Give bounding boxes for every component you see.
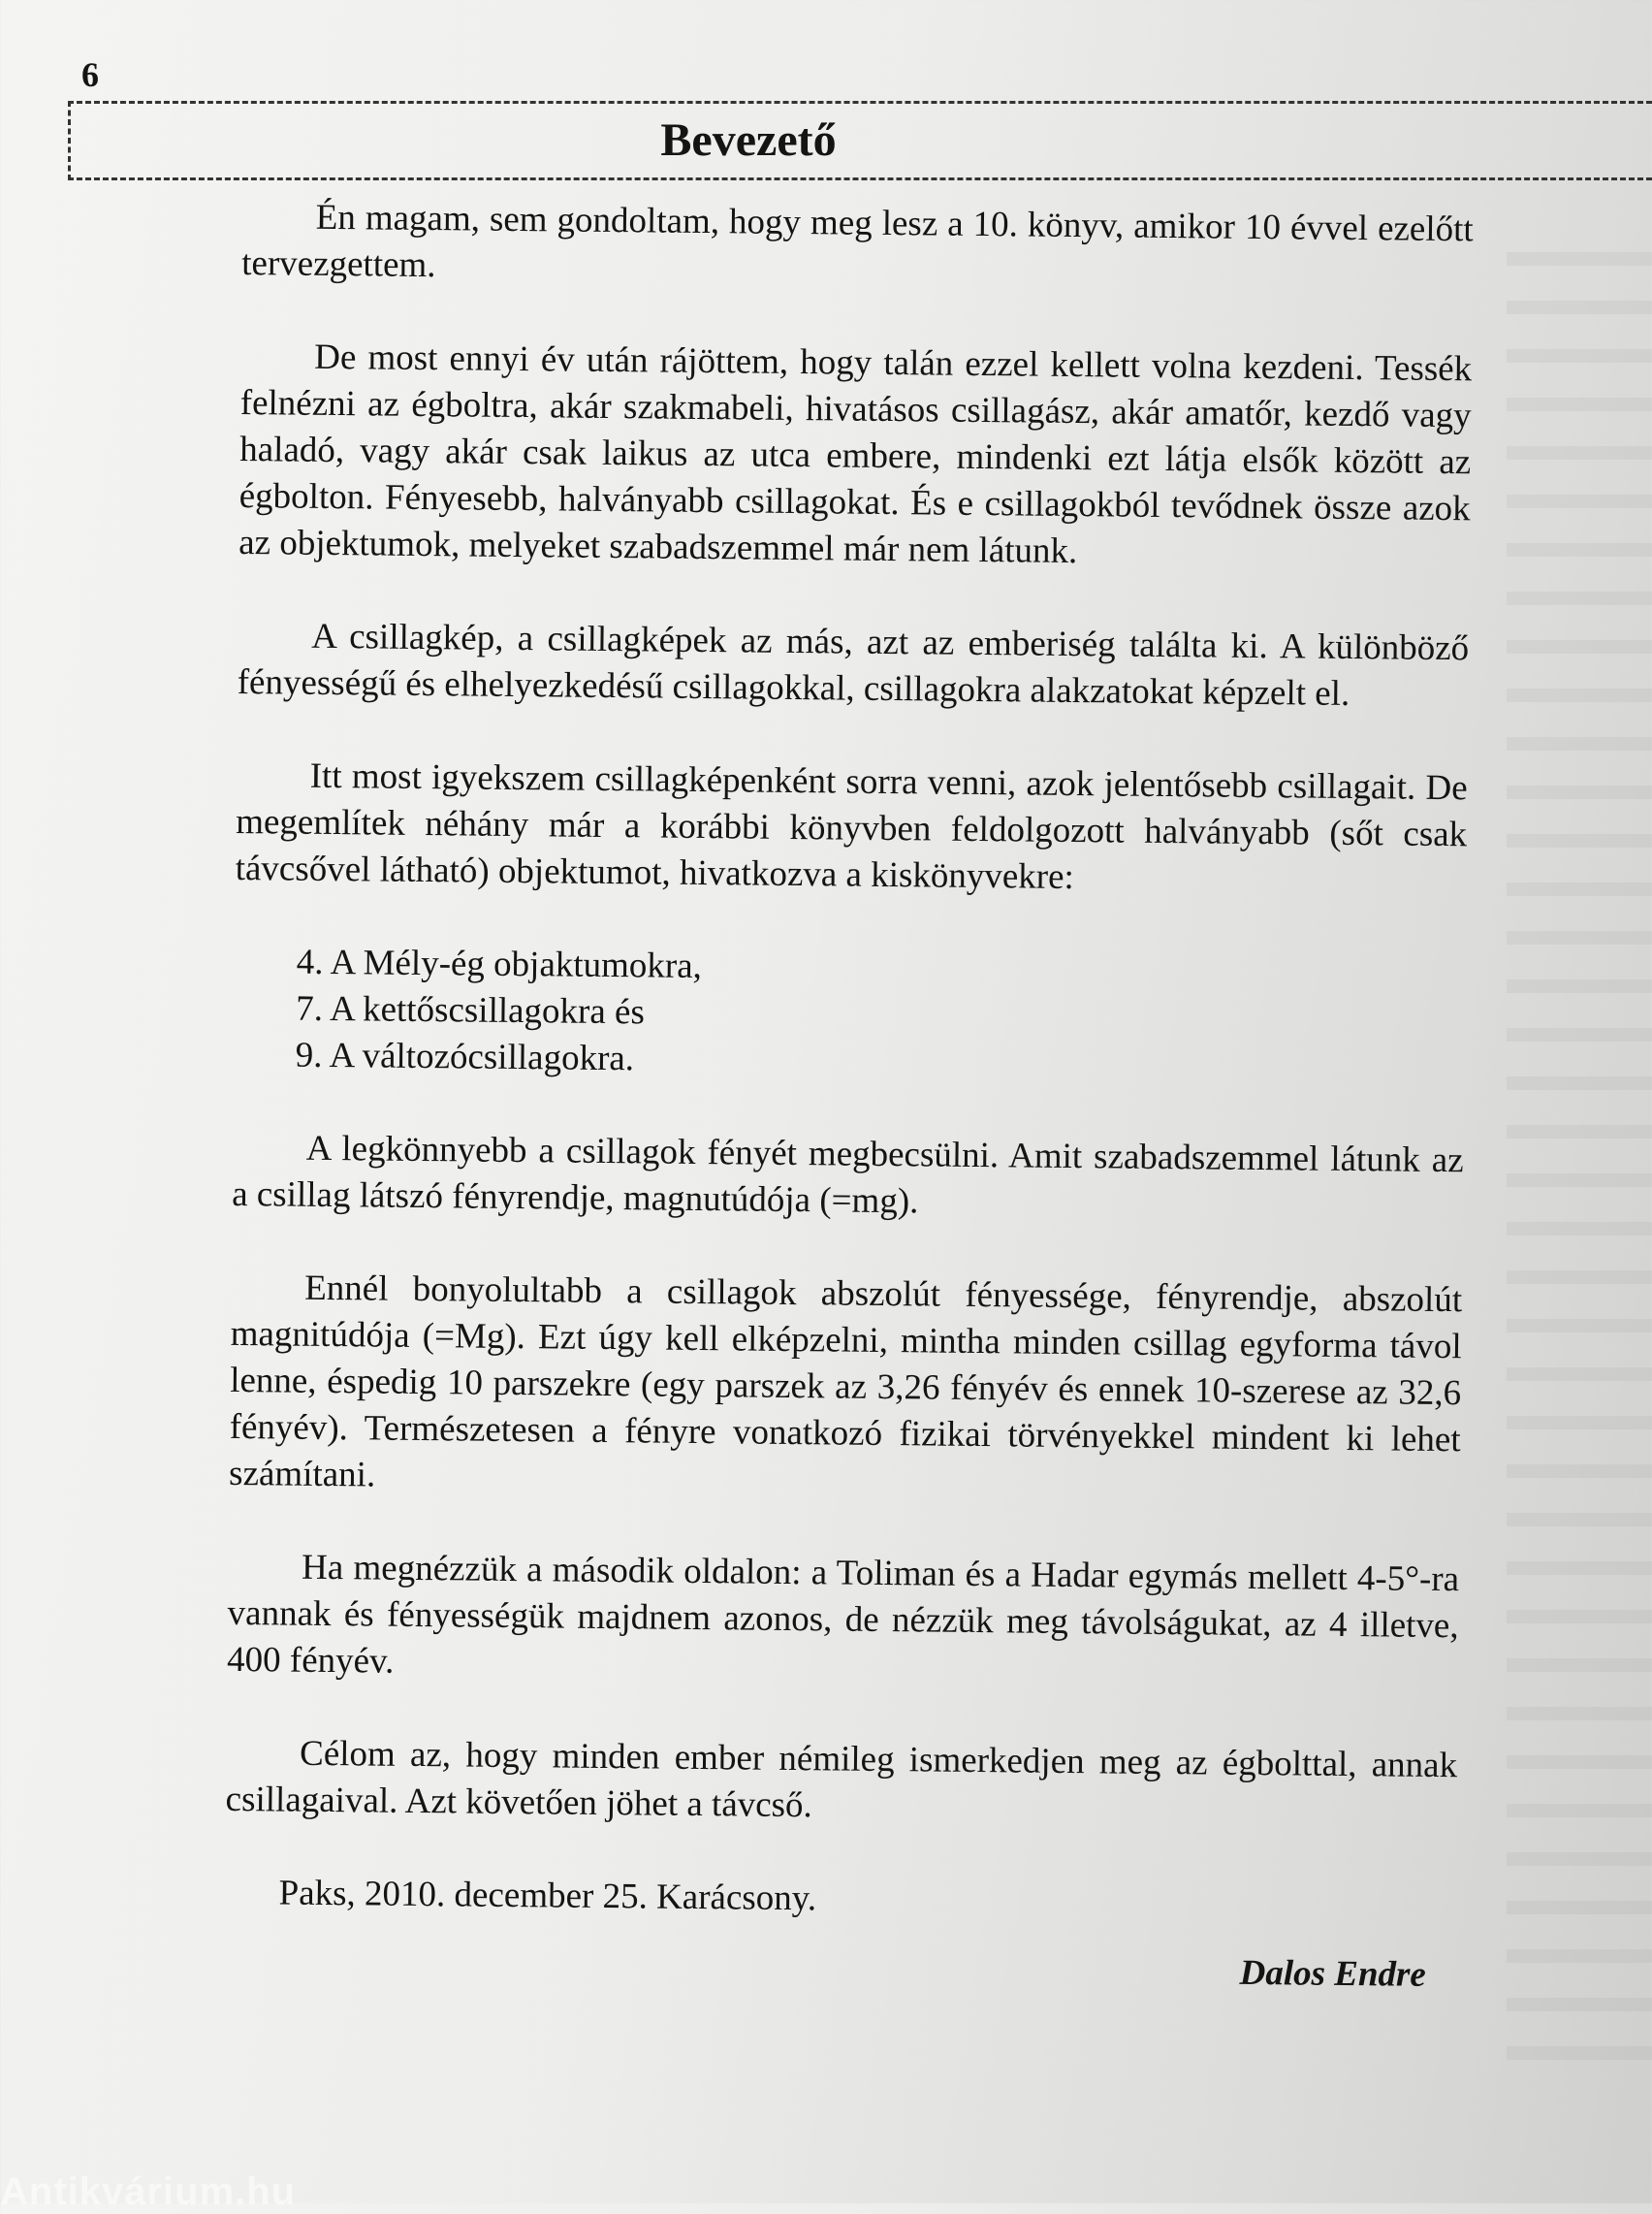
paragraph: De most ennyi év után rájöttem, hogy talán ezzel kellett volna kezdeni. Tessék felnézni az égboltra, akár szakmabeli, hivatásos csillagász, akár amatőr, kezdő vagy haladó, vagy akár csak laikus az utca embere, mindenki ezt látja elsők között az égbolton. Fényesebb, halványabb csillagokat. És e csillagokból tevődnek össze azok az objektumok, melyeket szabadszemmel már nem látunk. (238, 337, 1473, 572)
author-signature: Dalos Endre (1239, 1952, 1427, 1995)
list-item: 9. A változócsillagokra. (295, 1035, 635, 1079)
bleed-through-text (1507, 223, 1652, 2066)
date-line: Paks, 2010. december 25. Karácsony. (278, 1873, 817, 1919)
list-item: 4. A Mély-ég objaktumokra, (296, 942, 703, 987)
paragraph: Ennél bonyolultabb a csillagok abszolút fényessége, fényrendje, abszolút magnitúdója (=Mg). Ezt úgy kell elképzelni, mintha minden csillag egyforma távol lenne, éspedig 10 parszekre (egy parszek az 3,26 fényév és ennek 10-szerese az 32,6 fényév). Természetesen a fényre vonatkozó fizikai törvényekkel mindent ki lehet számítani. (228, 1267, 1463, 1495)
paragraph: Célom az, hogy minden ember némileg ismerkedjen meg az égbolttal, annak csillagaival. Azt követően jöhet a távcső. (225, 1733, 1458, 1826)
reference-list (233, 939, 1465, 1091)
paragraph: A csillagkép, a csillagképek az más, azt az emberiség találta ki. A különböző fényességű és elhelyezkedésű csillagokkal, csillagokra alakzatokat képzelt el. (237, 616, 1470, 714)
paragraph: Itt most igyekszem csillagképenként sorra venni, azok jelentősebb csillagait. De megemlítek néhány már a korábbi könyvben feldolgozott halványabb (sőt csak távcsővel látható) objektumot, hivatkozva a kiskönyvekre: (235, 755, 1468, 898)
paragraph: Ha megnézzük a második oldalon: a Toliman és a Hadar egymás mellett 4-5°-ra vannak és fényességük majdnem azonos, de nézzük meg távolságukat, az 4 illetve, 400 fényév. (226, 1547, 1460, 1682)
paragraph: A legkönnyebb a csillagok fényét megbecsülni. Amit szabadszemmel látunk az a csillag látszó fényrendje, magnutúdója (=mg). (231, 1128, 1464, 1222)
page-title: Bevezető (660, 114, 837, 166)
paragraph: Én magam, sem gondoltam, hogy meg lesz a 10. könyv, amikor 10 évvel ezelőtt tervezgettem. (241, 197, 1474, 286)
watermark: Antikvárium.hu (0, 2170, 297, 2213)
list-item: 7. A kettőscsillagokra és (295, 988, 646, 1033)
page-number: 6 (81, 55, 99, 94)
page-content (224, 194, 1474, 1999)
